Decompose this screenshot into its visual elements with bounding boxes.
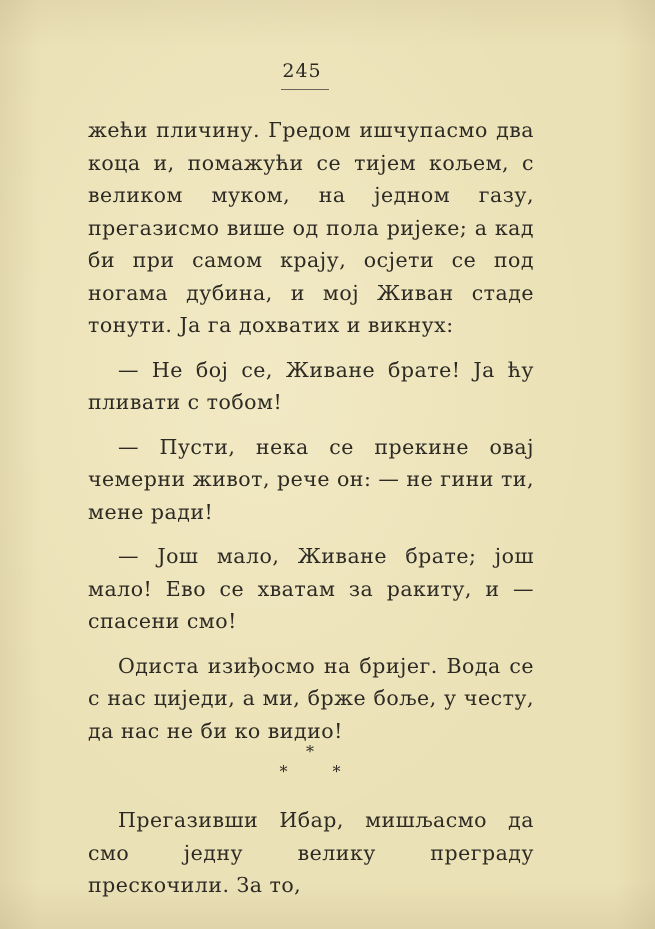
paragraph-5: Одиста изиђосмо на бријег. Вода се с нас циједи, а ми, брже боље, у честу, да нас не би ко видио!: [88, 653, 534, 743]
asterism-top: *: [306, 742, 314, 761]
asterism-left: *: [279, 762, 288, 781]
body-text-continued: [88, 804, 534, 902]
page-number: 245: [282, 60, 322, 82]
body-text: [88, 114, 534, 747]
paragraph-1: жећи пличину. Гредом ишчупасмо два коца и, помажући се тијем кољем, с великом муком, на једном газу, прегазисмо више од пола ријеке; а кад би при самом крају, осјети се под ногама дубина, и мој Живан стаде тонути. Ја га дохватих и викнух:: [88, 118, 534, 337]
paragraph-6: Прегазивши Ибар, мишљасмо да смо једну велику преграду прескочили. За то,: [88, 808, 534, 897]
paragraph-3: — Пусти, нека се прекине овај чемерни живот, рече он: — не гини ти, мене ради!: [88, 434, 534, 524]
paragraph-4: — Још мало, Живане брате; још мало! Ево се хватам за ракиту, и — спасени смо!: [88, 544, 534, 633]
paragraph-2: — Не бој се, Живане брате! Ја ћу пливати с тобом!: [88, 357, 534, 414]
section-break-asterism: [0, 742, 620, 782]
asterism-right: *: [332, 762, 341, 781]
page-number-rule: [281, 89, 329, 90]
